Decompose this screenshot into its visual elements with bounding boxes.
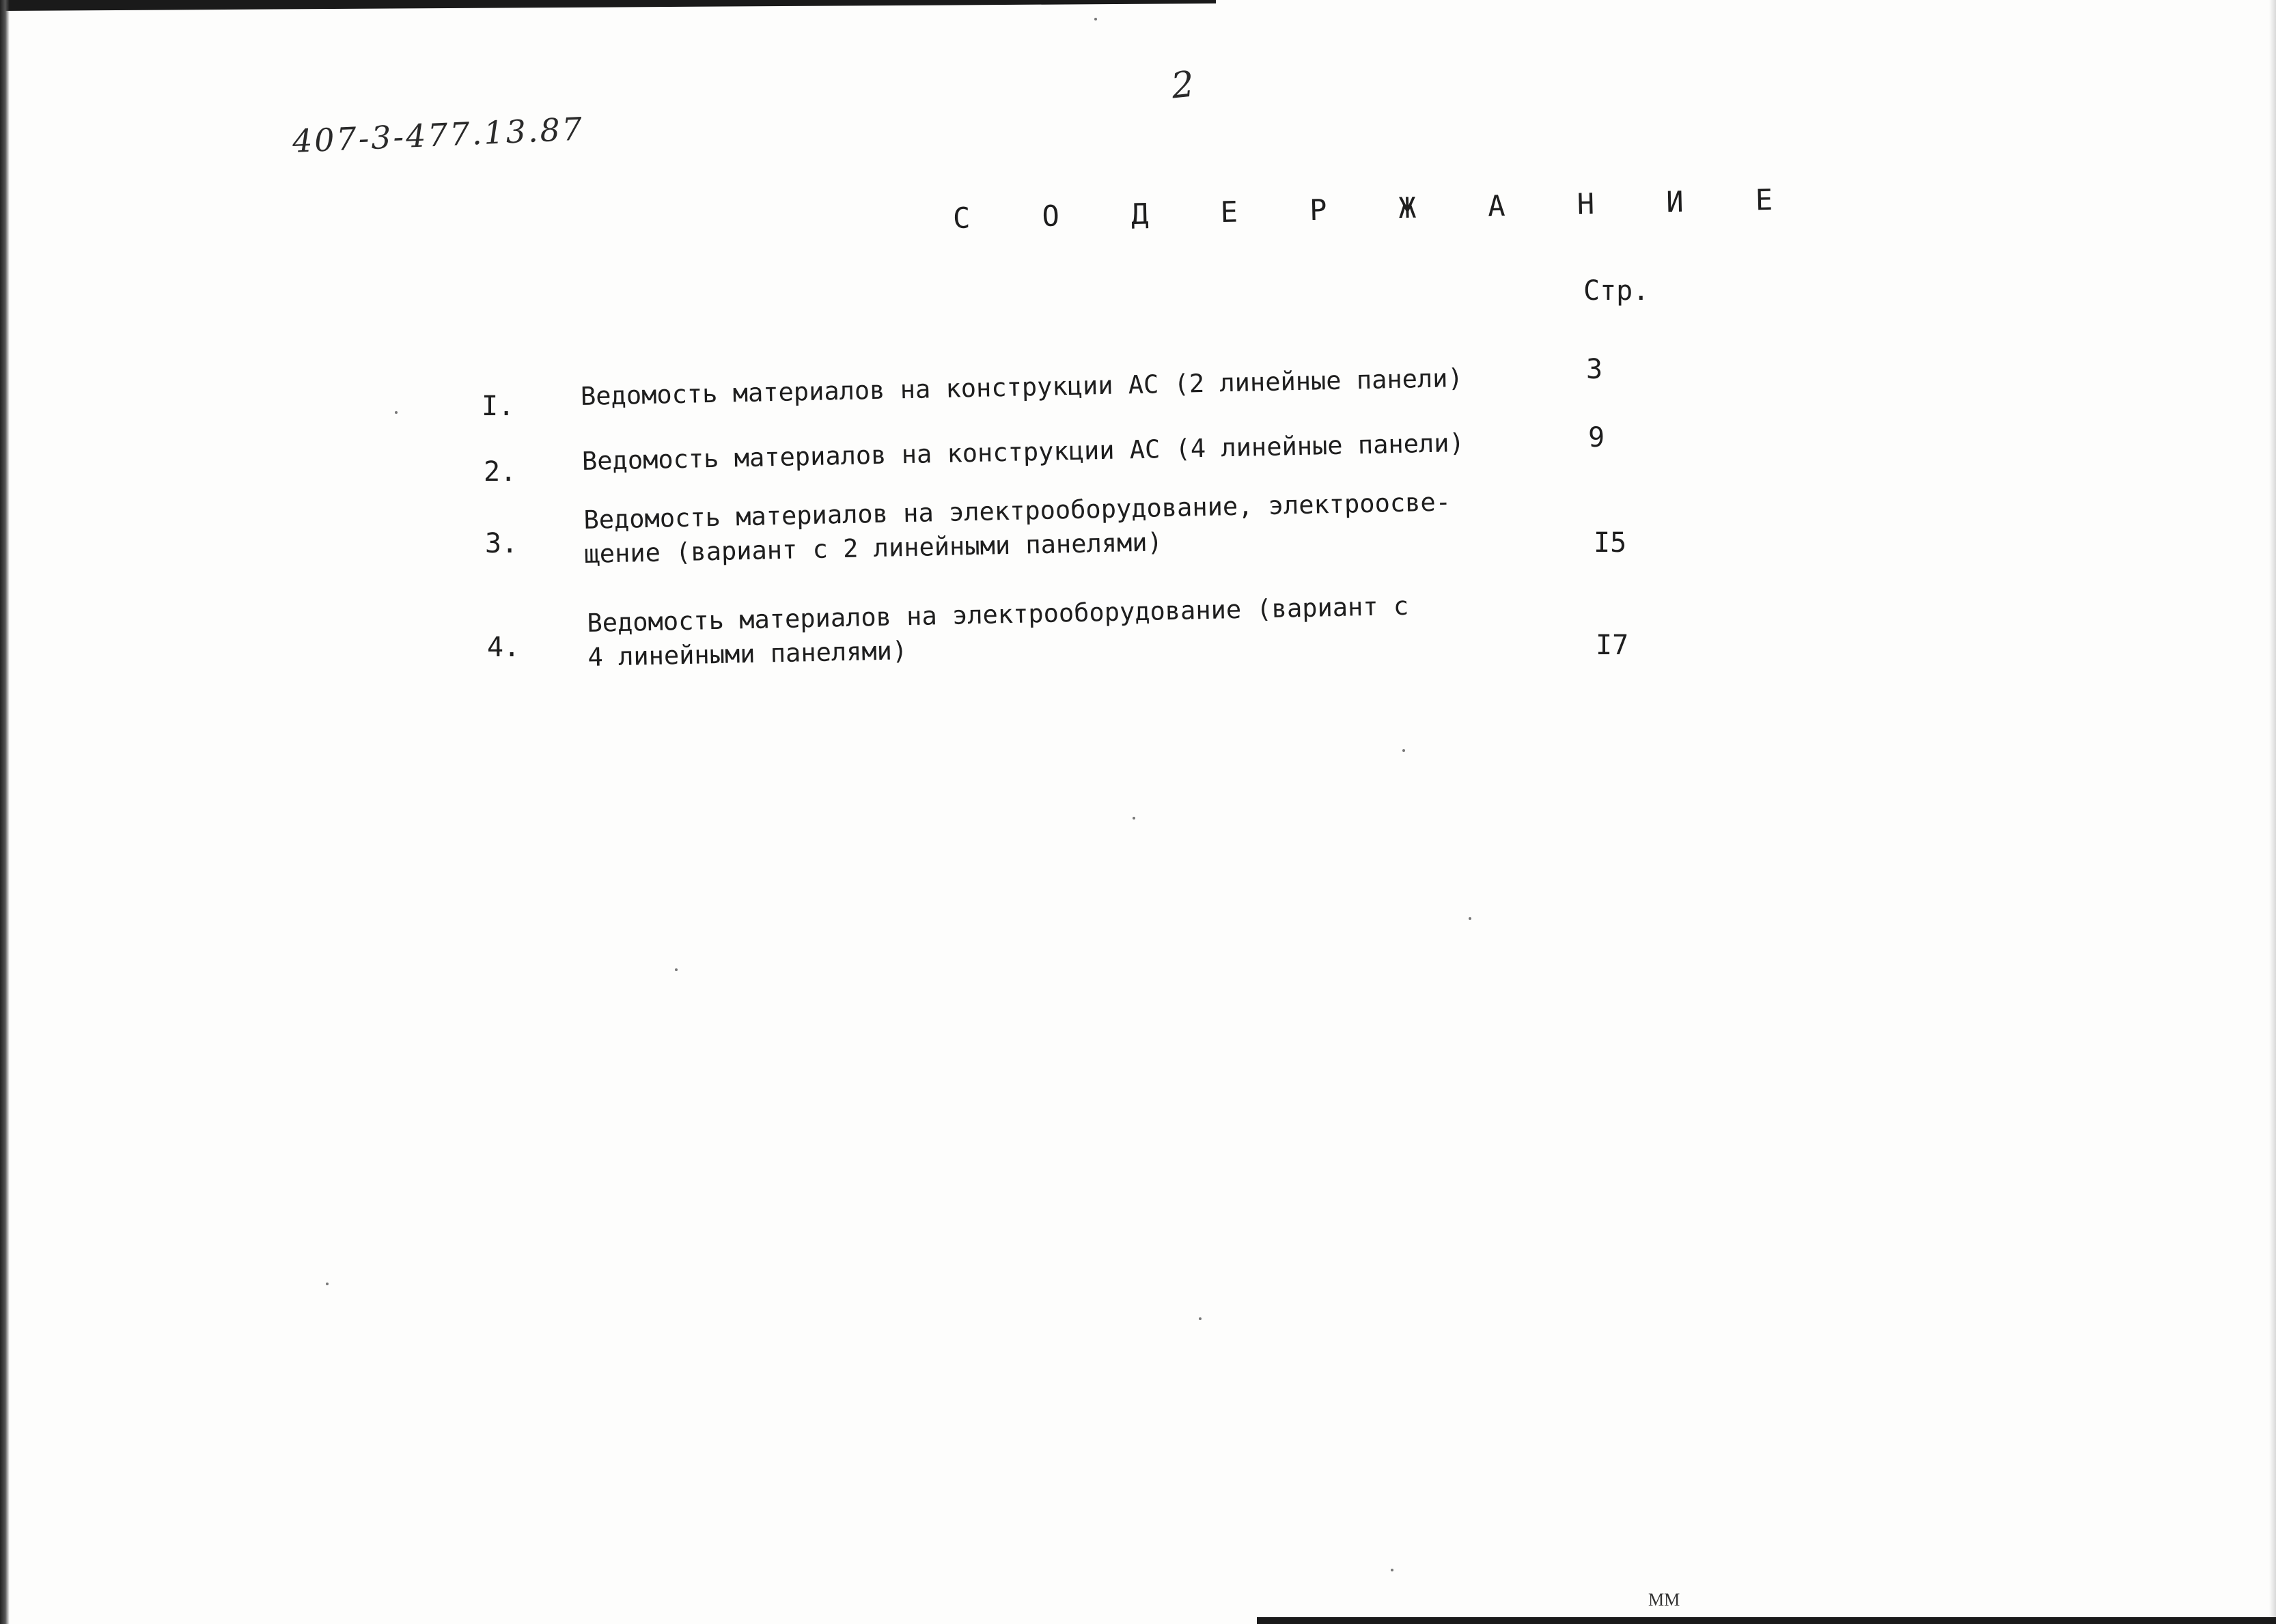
scan-speck	[326, 1283, 329, 1285]
scan-edge-right	[2269, 0, 2276, 1624]
toc-item-number: I.	[482, 391, 515, 422]
toc-item-text	[583, 485, 1452, 572]
toc-item-line: Ведомость материалов на конструкции АС (4 линейные панели)	[581, 428, 1465, 476]
footer-mark: ММ	[1648, 1590, 1680, 1610]
toc-item-line: Ведомость материалов на конструкции АС (2 линейные панели)	[580, 363, 1464, 411]
toc-item-text	[580, 361, 1463, 414]
scan-speck	[675, 968, 678, 971]
scan-edge-bottom	[1257, 1617, 2276, 1624]
toc-item-page: I5	[1594, 527, 1627, 559]
document-code: 407-3-477.13.87	[291, 110, 585, 160]
toc-item-page: I7	[1596, 630, 1629, 661]
toc-item-line: Ведомость материалов на электрооборудование (вариант с	[587, 591, 1409, 639]
scan-speck	[1391, 1569, 1393, 1571]
page-column-header: Стр.	[1583, 275, 1650, 307]
page-number: 2	[1169, 64, 1197, 107]
scan-edge-top	[0, 0, 1216, 11]
toc-item-line: Ведомость материалов на электрооборудование, электроосве-	[583, 487, 1452, 535]
toc-item-number: 2.	[484, 456, 517, 488]
scan-speck	[1133, 817, 1135, 820]
scan-speck	[1469, 917, 1471, 920]
toc-item-page: 3	[1586, 354, 1603, 385]
scan-speck	[395, 411, 398, 414]
toc-item-page: 9	[1588, 422, 1605, 453]
toc-title: С О Д Е Р Ж А Н И Е	[952, 182, 1801, 235]
toc-item-number: 4.	[487, 632, 521, 663]
toc-item-text	[587, 589, 1410, 675]
toc-item-line: щение (вариант с 2 линейными панелями)	[584, 527, 1163, 569]
scan-speck	[1199, 1317, 1202, 1320]
scan-edge-left	[0, 0, 10, 1624]
toc-item-line: 4 линейными панелями)	[587, 636, 908, 672]
scan-speck	[1094, 18, 1097, 20]
toc-item-number: 3.	[485, 528, 518, 559]
scan-speck	[1402, 749, 1405, 752]
toc-item-text	[581, 426, 1465, 479]
